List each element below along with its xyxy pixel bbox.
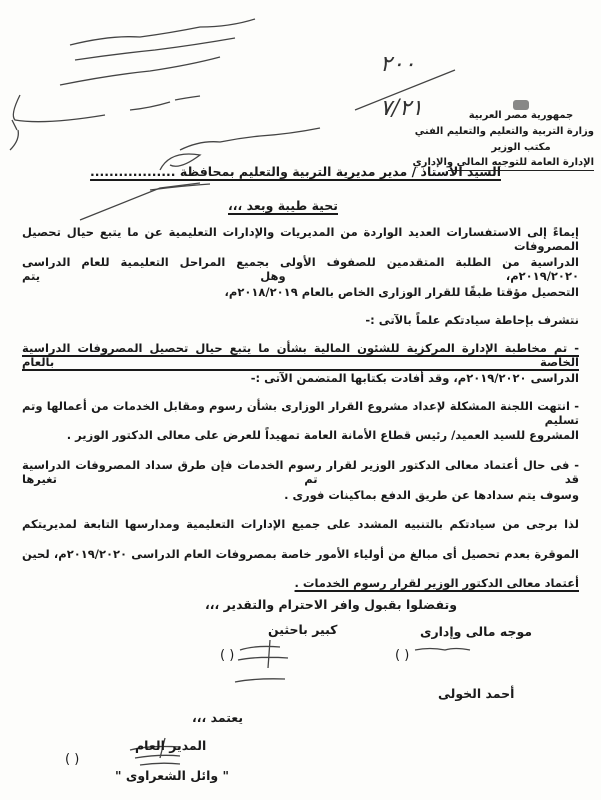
greeting: تحية طيبة وبعد ،،، bbox=[228, 198, 338, 213]
supervisor-title: موجه مالى وإدارى bbox=[420, 624, 533, 639]
body-line: الدراسى ٢٠١٩/٢٠٢٠م، وقد أفادت بكتابها المتضمن الآتى :- bbox=[250, 371, 579, 385]
body-line: التحصيل مؤقتا طبقًا للقرار الوزارى الخاص بالعام ٢٠١٨/٢٠١٩م، bbox=[224, 285, 579, 299]
body-line: وسوف يتم سدادها عن طريق الدفع بماكينات فورى . bbox=[284, 488, 579, 502]
body-line: - فى حال أعتماد معالى الدكتور الوزير لقرار رسوم الخدمات فإن طرق سداد المصروفات الدراسية قد تم تغيرها bbox=[22, 458, 579, 487]
closing: وتفضلوا بقبول وافر الاحترام والتقدير ،،، bbox=[205, 597, 457, 612]
supervisor-signature: ( ) bbox=[395, 648, 410, 663]
reference-number: ٢٠٠ bbox=[380, 52, 416, 77]
body-line: لذا برجى من سيادتكم بالتنبيه المشدد على جميع الإدارات التعليمية ومدارسها التابعة لمديريتكم bbox=[22, 517, 579, 531]
director-signature: ( ) bbox=[65, 752, 80, 767]
header-office: مكتب الوزير bbox=[491, 142, 551, 153]
researcher-title: كبير باحثين bbox=[268, 622, 338, 637]
header-ministry: وزارة التربية والتعليم والتعليم الفني bbox=[414, 126, 594, 137]
header-country: جمهورية مصر العربية bbox=[468, 110, 574, 121]
body-line: نتشرف بإحاطة سيادتكم علماً بالآتى :- bbox=[365, 313, 579, 327]
researcher-signature: ( ) bbox=[220, 648, 235, 663]
reference-date: ٧/٢١ bbox=[380, 96, 423, 121]
body-line: إيماءً إلى الاستفسارات العديد الواردة من المديريات والإدارات التعليمية عن ما يتبع حيال تحصيل المصروفات bbox=[22, 225, 579, 254]
body-line: الدراسية من الطلبة المتقدمين للصفوف الأولى بجميع المراحل التعليمية للعام الدراسى ٢٠١٩/٢٠٢٠م، وهل يتم bbox=[22, 255, 579, 284]
body-line: الموقرة بعدم تحصيل أى مبالغ من أولياء الأمور خاصة بمصروفات العام الدراسى ٢٠١٩/٢٠٢٠م، لحين bbox=[22, 547, 579, 561]
body-line: أعتماد معالى الدكتور الوزير لقرار رسوم الخدمات . bbox=[294, 576, 579, 590]
addressee: السيد الأستاذ / مدير مديرية التربية والتعليم بمحافظة .................. bbox=[90, 164, 501, 179]
approval-label: يعتمد ،،، bbox=[192, 710, 244, 725]
supervisor-name: أحمد الخولى bbox=[438, 686, 515, 701]
director-name: " وائل الشعراوى " bbox=[115, 768, 230, 783]
body-line: المشروع للسيد العميد/ رئيس قطاع الأمانة العامة تمهيداً للعرض على معالى الدكتور الوزير . bbox=[66, 428, 579, 442]
director-title: المدير العام bbox=[135, 738, 207, 753]
header-department: الإدارة العامة للتوجيه المالي والإداري bbox=[448, 157, 594, 171]
body-line: - تم مخاطبة الإدارة المركزية للشئون المالية بشأن ما يتبع حيال تحصيل المصروفات الدراسية الخاصة بالعام bbox=[22, 341, 579, 370]
body-line: - انتهت اللجنة المشكلة لإعداد مشروع القرار الوزارى بشأن رسوم ومقابل الخدمات من أعمالها وتم تسليم bbox=[22, 399, 579, 428]
